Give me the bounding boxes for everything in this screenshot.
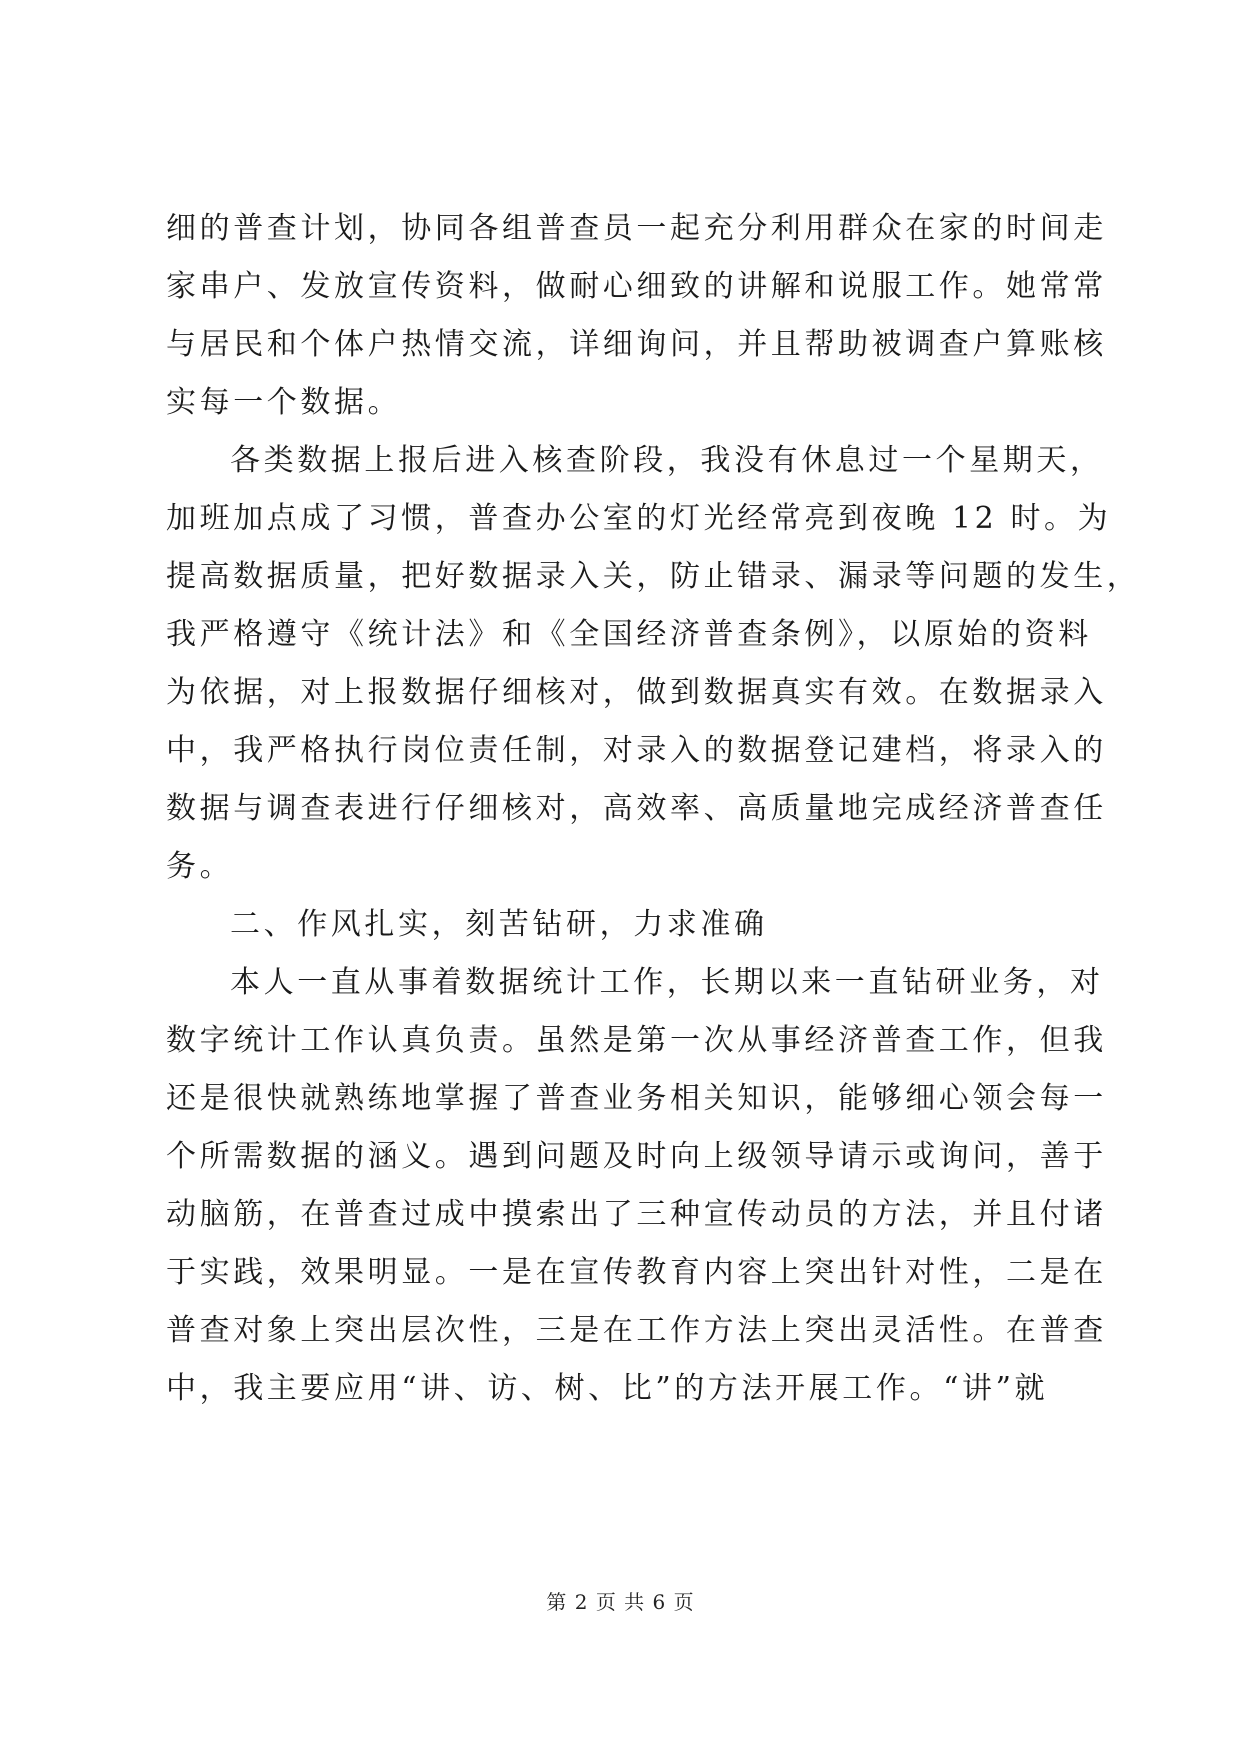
section-heading: 二、作风扎实，刻苦钻研，力求准确	[230, 907, 768, 942]
body-text-line: 实每一个数据。	[166, 385, 402, 420]
body-text-line: 与居民和个体户热情交流，详细询问，并且帮助被调查户算账核	[166, 327, 1107, 362]
body-text-line: 个所需数据的涵义。遇到问题及时向上级领导请示或询问，善于	[166, 1139, 1107, 1174]
body-text-line: 数字统计工作认真负责。虽然是第一次从事经济普查工作，但我	[166, 1023, 1107, 1058]
page-number-footer: 第 2 页 共 6 页	[546, 1590, 695, 1614]
body-text-line: 于实践，效果明显。一是在宣传教育内容上突出针对性，二是在	[166, 1255, 1107, 1290]
body-text-line: 中，我严格执行岗位责任制，对录入的数据登记建档，将录入的	[166, 733, 1107, 768]
body-text-line: 提高数据质量，把好数据录入关，防止错录、漏录等问题的发生，	[166, 559, 1141, 594]
body-text-line: 家串户、发放宣传资料，做耐心细致的讲解和说服工作。她常常	[166, 269, 1107, 304]
body-text-line: 中，我主要应用“讲、访、树、比”的方法开展工作。“讲”就	[166, 1371, 1049, 1406]
body-text-line: 务。	[166, 849, 234, 884]
body-text-line: 为依据，对上报数据仔细核对，做到数据真实有效。在数据录入	[166, 675, 1107, 710]
body-text-line: 加班加点成了习惯，普查办公室的灯光经常亮到夜晚 12 时。为	[166, 501, 1112, 536]
paragraph-first-line: 各类数据上报后进入核查阶段，我没有休息过一个星期天，	[230, 443, 1104, 478]
body-text-line: 细的普查计划，协同各组普查员一起充分利用群众在家的时间走	[166, 211, 1107, 246]
body-text-line: 数据与调查表进行仔细核对，高效率、高质量地完成经济普查任	[166, 791, 1107, 826]
paragraph-first-line: 本人一直从事着数据统计工作，长期以来一直钻研业务，对	[230, 965, 1104, 1000]
body-text-line: 还是很快就熟练地掌握了普查业务相关知识，能够细心领会每一	[166, 1081, 1107, 1116]
body-text-line: 动脑筋，在普查过成中摸索出了三种宣传动员的方法，并且付诸	[166, 1197, 1107, 1232]
body-text-line: 我严格遵守《统计法》和《全国经济普查条例》，以原始的资料	[166, 617, 1092, 652]
body-text-line: 普查对象上突出层次性，三是在工作方法上突出灵活性。在普查	[166, 1313, 1107, 1348]
